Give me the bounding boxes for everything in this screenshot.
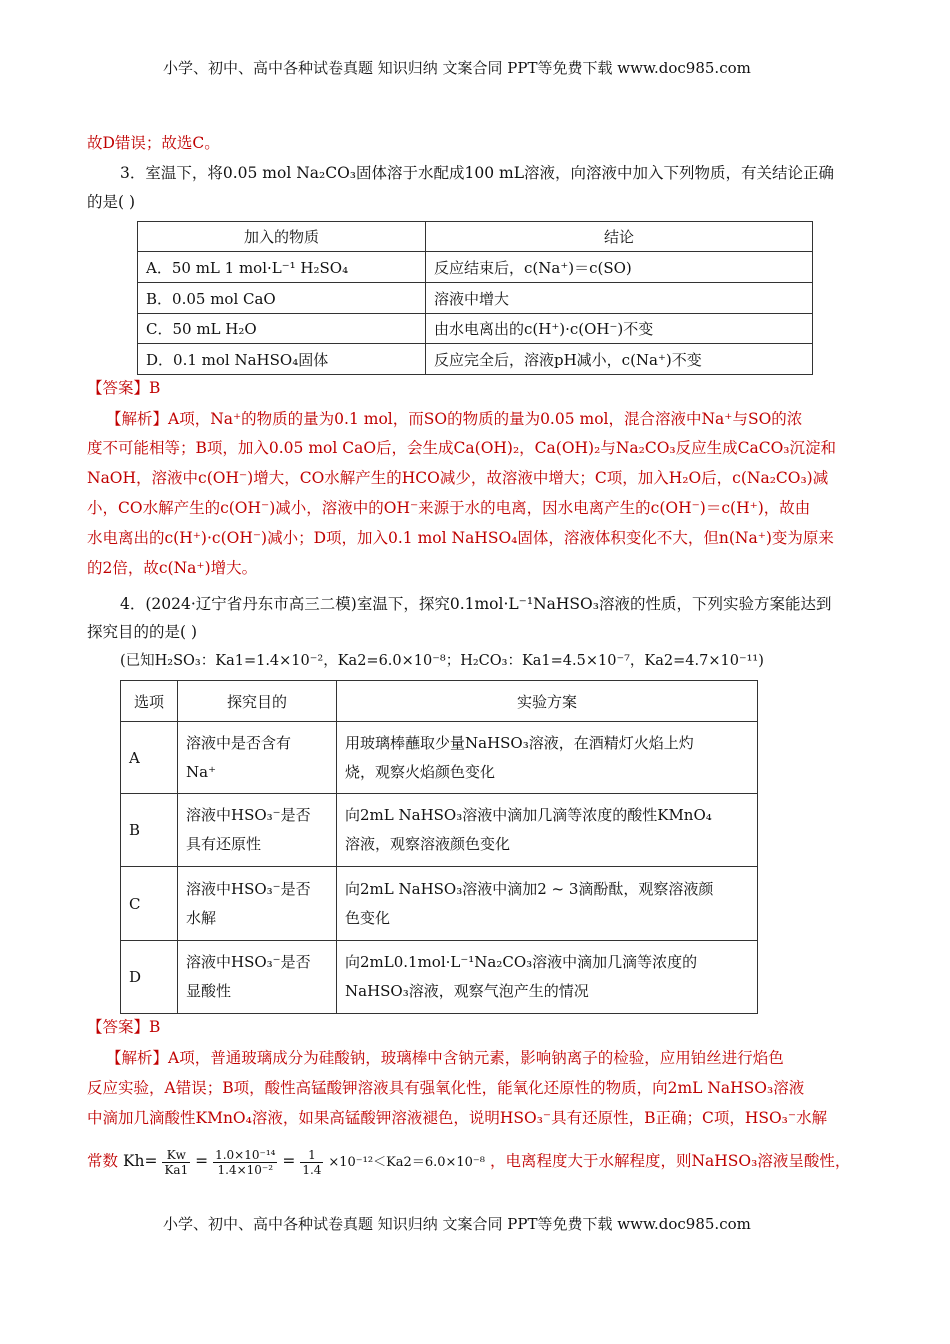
- fraction-kw: Kw: [162, 1148, 190, 1163]
- table-row: [138, 344, 813, 375]
- q4-analysis-line3: 中滴加几滴酸性KMnO₄溶液，如果高锰酸钾溶液褪色，说明HSO₃⁻具有还原性，B正确；C项，HSO₃⁻水解: [87, 1109, 828, 1127]
- q4-goal-c-line1: 溶液中HSO₃⁻是否: [186, 879, 311, 898]
- q4-goal-b-line1: 溶液中HSO₃⁻是否: [186, 806, 311, 824]
- q4-plan-c-line2: 色变化: [345, 908, 391, 927]
- q4-plan-d: [337, 941, 758, 1014]
- q3-header-conclusion: 结论: [426, 222, 813, 252]
- q3-analysis-line5: 水电离出的c(H⁺)·c(OH⁻)减小；D项，加入0.1 mol NaHSO₄固体，溶液体积变化不大，但n(Na⁺)变为原来: [87, 529, 834, 547]
- q4-formula-line: [87, 1141, 850, 1181]
- q4-goal-c: [178, 867, 337, 941]
- q3-conclusion-c: 由水电离出的c(H⁺)·c(OH⁻)不变: [426, 314, 813, 344]
- formula-comparison: ×10⁻¹²＜Ka2＝6.0×10⁻⁸: [328, 1155, 486, 1170]
- q4-analysis-line1: 【解析】A项，普通玻璃成分为硅酸钠，玻璃棒中含钠元素，影响钠离子的检验，应用铂丝进行焰色: [106, 1049, 784, 1067]
- q4-plan-c: [337, 867, 758, 941]
- q4-goal-a-line1: 溶液中是否含有: [186, 733, 292, 752]
- equals-1: =: [195, 1152, 209, 1170]
- q4-option-d: D: [121, 941, 178, 1014]
- q4-plan-d-line1: 向2mL0.1mol·L⁻¹Na₂CO₃溶液中滴加几滴等浓度的: [345, 953, 698, 971]
- q4-goal-b: [178, 794, 337, 867]
- q4-plan-c-line1: 向2mL NaHSO₃溶液中滴加2 ~ 3滴酚酞，观察溶液颜: [345, 879, 714, 898]
- q4-goal-d-line2: 显酸性: [186, 982, 232, 1000]
- q3-add-d: D．0.1 mol NaHSO₄固体: [138, 344, 426, 375]
- q4-goal-a-line2: Na⁺: [186, 762, 216, 781]
- q3-add-a: A．50 mL 1 mol·L⁻¹ H₂SO₄: [138, 252, 426, 283]
- table-row: [121, 867, 758, 941]
- q4-plan-a-line1: 用玻璃棒蘸取少量NaHSO₃溶液，在酒精灯火焰上灼: [345, 733, 694, 752]
- q3-conclusion-a: 反应结束后，c(Na⁺)＝c(SO): [426, 252, 813, 283]
- q3-analysis-line6: 的2倍，故c(Na⁺)增大。: [87, 559, 258, 577]
- q4-goal-d-line1: 溶液中HSO₃⁻是否: [186, 953, 311, 971]
- q3-analysis-line3: NaOH，溶液中c(OH⁻)增大，CO水解产生的HCO减少，故溶液中增大；C项，加入H₂O后，c(Na₂CO₃)减: [87, 469, 829, 487]
- page-header: 小学、初中、高中各种试卷真题 知识归纳 文案合同 PPT等免费下载 www.doc985.com: [163, 59, 751, 77]
- previous-answer-tail: 故D错误；故选C。: [87, 134, 220, 152]
- q4-option-a: A: [121, 722, 178, 794]
- q3-answer: 【答案】B: [87, 379, 161, 397]
- q3-table: [137, 221, 813, 375]
- fraction-values: [213, 1148, 277, 1177]
- q4-analysis-line2: 反应实验，A错误；B项，酸性高锰酸钾溶液具有强氧化性，能氧化还原性的物质，向2mL NaHSO₃溶液: [87, 1079, 805, 1097]
- equals-2: =: [282, 1152, 296, 1170]
- fraction-values-den: 1.4×10⁻²: [217, 1162, 274, 1177]
- kh-symbol: Kh=: [122, 1152, 158, 1170]
- q4-header-goal: 探究目的: [178, 681, 337, 722]
- table-row: [121, 794, 758, 867]
- q3-conclusion-d: 反应完全后，溶液pH减小，c(Na⁺)不变: [426, 344, 813, 375]
- q4-goal-c-line2: 水解: [186, 908, 217, 927]
- q4-stem-line1: 4．(2024·辽宁省丹东市高三二模)室温下，探究0.1mol·L⁻¹NaHSO₃溶液的性质，下列实验方案能达到: [120, 595, 832, 613]
- fraction-1-4: 1.4: [302, 1162, 322, 1177]
- table-row: [138, 283, 813, 314]
- q3-analysis-line2: 度不可能相等；B项，加入0.05 mol CaO后，会生成Ca(OH)₂，Ca(OH)₂与Na₂CO₃反应生成CaCO₃沉淀和: [87, 439, 836, 457]
- q4-answer: 【答案】B: [87, 1018, 161, 1036]
- q3-analysis-line4: 小，CO水解产生的c(OH⁻)减小，溶液中的OH⁻来源于水的电离，因水电离产生的c(OH⁻)＝c(H⁺)，故由: [87, 499, 811, 517]
- fraction-ka1: Ka1: [164, 1162, 189, 1177]
- fraction-values-num: 1.0×10⁻¹⁴: [215, 1147, 276, 1162]
- q4-stem-line2: 探究目的的是( ): [87, 623, 198, 641]
- q4-plan-b-line2: 溶液，观察溶液颜色变化: [345, 835, 511, 853]
- q4-option-c: C: [121, 867, 178, 941]
- q4-header-option: 选项: [121, 681, 178, 722]
- formula-prefix: 常数: [87, 1152, 119, 1170]
- q4-goal-a: [178, 722, 337, 794]
- table-row: [138, 252, 813, 283]
- q4-goal-b-line2: 具有还原性: [186, 835, 262, 853]
- q3-add-b: B．0.05 mol CaO: [138, 283, 426, 314]
- q4-plan-a-line2: 烧，观察火焰颜色变化: [345, 762, 496, 781]
- fraction-one: 1: [300, 1148, 323, 1163]
- fraction-one-over: [300, 1148, 323, 1177]
- q3-header-add: 加入的物质: [138, 222, 426, 252]
- q4-known-constants: (已知H₂SO₃：Ka1=1.4×10⁻²，Ka2=6.0×10⁻⁸；H₂CO₃：Ka1=4.5×10⁻⁷，Ka2=4.7×10⁻¹¹): [120, 653, 764, 669]
- q4-option-b: B: [121, 794, 178, 867]
- formula-suffix: ，电离程度大于水解程度，则NaHSO₃溶液呈酸性，: [489, 1152, 851, 1170]
- page-footer: 小学、初中、高中各种试卷真题 知识归纳 文案合同 PPT等免费下载 www.doc985.com: [163, 1215, 751, 1233]
- q3-stem-line1: 3．室温下，将0.05 mol Na₂CO₃固体溶于水配成100 mL溶液，向溶液中加入下列物质，有关结论正确: [120, 164, 835, 182]
- q4-plan-d-line2: NaHSO₃溶液，观察气泡产生的情况: [345, 982, 589, 1000]
- table-row: [121, 722, 758, 794]
- q4-header-plan: 实验方案: [337, 681, 758, 722]
- q3-conclusion-b: 溶液中增大: [426, 283, 813, 314]
- table-row: [121, 941, 758, 1014]
- q3-stem-line2: 的是( ): [87, 193, 136, 211]
- q4-goal-d: [178, 941, 337, 1014]
- q3-add-c: C．50 mL H₂O: [138, 314, 426, 344]
- q3-analysis-line1: 【解析】A项，Na⁺的物质的量为0.1 mol，而SO的物质的量为0.05 mol，混合溶液中Na⁺与SO的浓: [106, 410, 803, 428]
- q4-table: [120, 680, 758, 1014]
- table-row: [138, 314, 813, 344]
- q4-plan-a: [337, 722, 758, 794]
- q4-plan-b: [337, 794, 758, 867]
- q4-plan-b-line1: 向2mL NaHSO₃溶液中滴加几滴等浓度的酸性KMnO₄: [345, 806, 712, 824]
- fraction-kw-ka1: [162, 1148, 190, 1177]
